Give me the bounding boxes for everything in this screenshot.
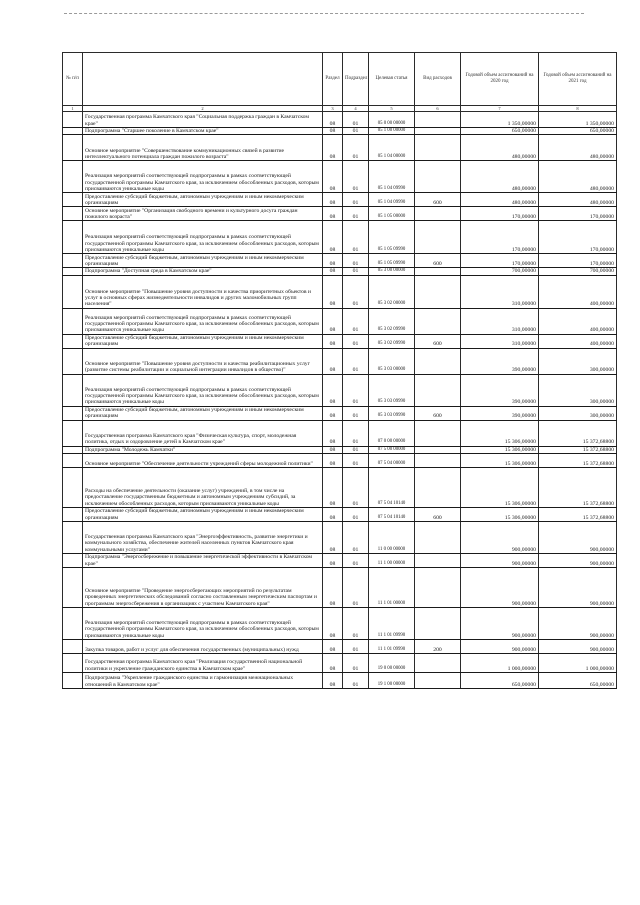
cell-number [63,508,83,522]
cell-podrazdel: 01 [343,161,369,193]
cell-razdel: 08 [323,406,343,420]
table-row [63,308,617,334]
cell-name: Расходы на обеспечение деятельности (оказание услуг) учреждений, в том числе на предоставление государственным бюджетным и автономным учреждениям субсидий, за исключением обособленных расходов, которым присваиваются уникальные коды [83,468,323,508]
cell-number [63,161,83,193]
table-row [63,568,617,608]
cell-target-article: 11 1 01 00000 [369,568,415,608]
cell-volume-2021: 650,00000 [539,673,617,689]
cell-volume-2021: 900,00000 [539,554,617,568]
cell-razdel: 08 [323,522,343,554]
cell-name: Основное мероприятие "Проведение энергосберегающих мероприятий по результатам проведенных энергетических обследований согласно составленным энергетическим паспортам и программам энергосбережения в организациях с участием Камчатского края" [83,568,323,608]
cell-number [63,608,83,640]
table-row [63,522,617,554]
column-number: 2 [83,106,323,112]
cell-volume-2020: 480,00000 [461,161,539,193]
cell-volume-2021: 400,00000 [539,275,617,308]
cell-name: Подпрограмма "Старшее поколение в Камчатском крае" [83,128,323,135]
cell-number [63,348,83,374]
cell-razdel: 08 [323,454,343,468]
table-row [63,112,617,128]
cell-podrazdel: 01 [343,135,369,161]
cell-podrazdel: 01 [343,522,369,554]
cell-target-article: 05 0 00 00000 [369,112,415,128]
cell-podrazdel: 01 [343,673,369,689]
cell-expense-type [415,128,461,135]
column-number: 7 [461,106,539,112]
cell-volume-2020: 390,00000 [461,406,539,420]
cell-number [63,406,83,420]
cell-number [63,128,83,135]
table-row [63,275,617,308]
cell-podrazdel: 01 [343,112,369,128]
table-row [63,420,617,446]
cell-name: Подпрограмма "Молодежь Камчатки" [83,446,323,453]
cell-expense-type [415,454,461,468]
cell-name: Предоставление субсидий бюджетным, автономным учреждениям и иным некоммерческим организациям [83,254,323,268]
cell-razdel: 08 [323,308,343,334]
cell-target-article: 05 1 05 09990 [369,254,415,268]
cell-volume-2020: 310,00000 [461,308,539,334]
cell-razdel: 08 [323,207,343,221]
cell-volume-2021: 170,00000 [539,221,617,254]
cell-target-article: 11 1 01 09990 [369,640,415,654]
cell-target-article: 07 0 00 00000 [369,420,415,446]
cell-expense-type [415,221,461,254]
cell-name: Реализация мероприятий соответствующей подпрограммы в рамках соответствующей государственной программы Камчатского края, за исключением обособленных расходов, которым присваиваются уникальные коды [83,374,323,406]
cell-volume-2020: 170,00000 [461,254,539,268]
cell-target-article: 05 1 04 09990 [369,161,415,193]
cell-volume-2020: 480,00000 [461,135,539,161]
cell-podrazdel: 01 [343,420,369,446]
table-row [63,454,617,468]
table-body [63,112,617,689]
cell-expense-type [415,268,461,275]
cell-razdel: 08 [323,608,343,640]
cell-podrazdel: 01 [343,268,369,275]
table-row [63,207,617,221]
cell-podrazdel: 01 [343,608,369,640]
cell-name: Реализация мероприятий соответствующей подпрограммы в рамках соответствующей государственной программы Камчатского края, за исключением обособленных расходов, которым присваиваются уникальные коды [83,161,323,193]
cell-volume-2020: 650,00000 [461,128,539,135]
table-row [63,406,617,420]
header-name [83,53,323,106]
cell-name: Предоставление субсидий бюджетным, автономным учреждениям и иным некоммерческим организациям [83,334,323,348]
cell-razdel: 08 [323,112,343,128]
cell-target-article: 05 1 05 09990 [369,221,415,254]
cell-podrazdel: 01 [343,568,369,608]
cell-razdel: 08 [323,254,343,268]
cell-target-article: 05 3 00 00000 [369,268,415,275]
cell-volume-2020: 15 306,00000 [461,420,539,446]
cell-volume-2020: 1 000,00000 [461,654,539,673]
cell-podrazdel: 01 [343,554,369,568]
column-number: 5 [369,106,415,112]
cell-razdel: 08 [323,420,343,446]
cell-name: Подпрограмма "Доступная среда в Камчатском крае" [83,268,323,275]
cell-volume-2020: 390,00000 [461,348,539,374]
cell-target-article: 11 0 00 00000 [369,522,415,554]
cell-podrazdel: 01 [343,254,369,268]
header-razdel: Раздел [323,53,343,106]
cell-target-article: 05 3 02 09990 [369,308,415,334]
column-number: 1 [63,106,83,112]
cell-number [63,640,83,654]
cell-podrazdel: 01 [343,128,369,135]
cell-name: Основное мероприятие "Повышение уровня доступности и качества приоритетных объектов и услуг в основных сферах жизнедеятельности инвалидов и других маломобильных групп населения" [83,275,323,308]
column-number: 3 [323,106,343,112]
cell-expense-type [415,207,461,221]
cell-name: Государственная программа Камчатского края "Реализация государственной национальной политики и укрепление гражданского единства в Камчатском крае" [83,654,323,673]
cell-target-article: 11 1 01 09990 [369,608,415,640]
header-row [63,53,617,106]
header-number: № п/п [63,53,83,106]
cell-number [63,207,83,221]
cell-number [63,468,83,508]
cell-target-article: 19 1 00 00000 [369,673,415,689]
cell-podrazdel: 01 [343,446,369,453]
table-row [63,608,617,640]
header-volume-2020: Годовой объем ассигнований на 2020 год [461,53,539,106]
cell-volume-2020: 650,00000 [461,673,539,689]
cell-target-article: 05 3 03 09990 [369,406,415,420]
cell-expense-type [415,135,461,161]
cell-expense-type [415,161,461,193]
cell-number [63,308,83,334]
cell-expense-type: 600 [415,334,461,348]
table-row [63,374,617,406]
cell-expense-type [415,568,461,608]
cell-razdel: 08 [323,193,343,207]
header-expense-type: Вид расходов [415,53,461,106]
header-volume-2021: Годовой объем ассигнований на 2021 год [539,53,617,106]
cell-expense-type [415,308,461,334]
cell-volume-2020: 15 306,00000 [461,468,539,508]
table-row [63,193,617,207]
cell-podrazdel: 01 [343,207,369,221]
cell-expense-type [415,348,461,374]
cell-razdel: 08 [323,135,343,161]
cell-target-article: 07 5 04 10140 [369,468,415,508]
cell-number [63,454,83,468]
cell-expense-type [415,522,461,554]
cell-volume-2021: 650,00000 [539,128,617,135]
cell-name: Предоставление субсидий бюджетным, автономным учреждениям и иным некоммерческим организациям [83,193,323,207]
table-row [63,654,617,673]
cell-number [63,554,83,568]
cell-name: Предоставление субсидий бюджетным, автономным учреждениям и иным некоммерческим организациям [83,508,323,522]
cell-volume-2021: 300,00000 [539,406,617,420]
cell-number [63,268,83,275]
cell-expense-type [415,374,461,406]
cell-podrazdel: 01 [343,654,369,673]
cell-number [63,654,83,673]
cell-razdel: 08 [323,508,343,522]
cell-volume-2021: 900,00000 [539,568,617,608]
cell-podrazdel: 01 [343,221,369,254]
cell-podrazdel: 01 [343,454,369,468]
column-number: 8 [539,106,617,112]
cell-number [63,275,83,308]
cell-volume-2020: 310,00000 [461,275,539,308]
cell-expense-type: 600 [415,193,461,207]
cell-podrazdel: 01 [343,334,369,348]
cell-razdel: 08 [323,374,343,406]
budget-allocation-table [62,52,617,689]
cell-number [63,112,83,128]
table-row [63,254,617,268]
cell-volume-2021: 1 350,00000 [539,112,617,128]
cell-target-article: 07 5 04 10140 [369,508,415,522]
cell-podrazdel: 01 [343,193,369,207]
table-row [63,554,617,568]
cell-volume-2021: 15 372,68800 [539,446,617,453]
cell-volume-2021: 170,00000 [539,207,617,221]
cell-expense-type [415,468,461,508]
cell-expense-type: 600 [415,508,461,522]
cell-target-article: 05 3 02 00000 [369,275,415,308]
cell-name: Реализация мероприятий соответствующей подпрограммы в рамках соответствующей государственной программы Камчатского края, за исключением обособленных расходов, которым присваиваются уникальные коды [83,608,323,640]
cell-podrazdel: 01 [343,640,369,654]
cell-name: Реализация мероприятий соответствующей подпрограммы в рамках соответствующей государственной программы Камчатского края, за исключением обособленных расходов, которым присваиваются уникальные коды [83,221,323,254]
cell-expense-type [415,112,461,128]
cell-volume-2021: 900,00000 [539,522,617,554]
table-row [63,508,617,522]
cell-expense-type: 200 [415,640,461,654]
cell-target-article: 05 1 05 00000 [369,207,415,221]
cell-name: Предоставление субсидий бюджетным, автономным учреждениям и иным некоммерческим организациям [83,406,323,420]
cell-volume-2020: 390,00000 [461,374,539,406]
cell-volume-2021: 15 372,68800 [539,468,617,508]
cell-number [63,221,83,254]
column-number: 6 [415,106,461,112]
cell-expense-type [415,275,461,308]
table-row [63,640,617,654]
table-row [63,268,617,275]
cell-target-article: 05 3 02 09990 [369,334,415,348]
cell-volume-2020: 1 350,00000 [461,112,539,128]
cell-expense-type: 600 [415,254,461,268]
cell-volume-2020: 900,00000 [461,608,539,640]
cell-number [63,193,83,207]
cell-razdel: 08 [323,568,343,608]
cell-razdel: 08 [323,554,343,568]
cell-number [63,135,83,161]
cell-number [63,334,83,348]
cell-name: Основное мероприятие "Повышение уровня доступности и качества реабилитационных услуг (развитие системы реабилитации и социальной интеграции инвалидов в общество)" [83,348,323,374]
cell-target-article: 05 3 03 00000 [369,348,415,374]
cell-volume-2020: 900,00000 [461,568,539,608]
cell-podrazdel: 01 [343,468,369,508]
cell-target-article: 05 3 03 09990 [369,374,415,406]
cell-volume-2020: 900,00000 [461,640,539,654]
cell-volume-2020: 170,00000 [461,207,539,221]
cell-podrazdel: 01 [343,374,369,406]
cell-expense-type [415,608,461,640]
table-row [63,446,617,453]
page-top-edge [64,13,584,14]
cell-razdel: 08 [323,275,343,308]
cell-razdel: 08 [323,654,343,673]
table-row [63,135,617,161]
cell-podrazdel: 01 [343,275,369,308]
cell-expense-type [415,420,461,446]
cell-number [63,420,83,446]
cell-razdel: 08 [323,221,343,254]
header-podrazdel: Подраздел [343,53,369,106]
cell-volume-2021: 480,00000 [539,193,617,207]
table-row [63,348,617,374]
cell-name: Государственная программа Камчатского края "Энергоэффективность, развитие энергетики и коммунального хозяйства, обеспечение жителей населенных пунктов Камчатского края коммунальными услугами" [83,522,323,554]
cell-volume-2020: 310,00000 [461,334,539,348]
cell-volume-2021: 15 372,68800 [539,508,617,522]
cell-name: Подпрограмма "Укрепление гражданского единства и гармонизация межнациональных отношений в Камчатском крае" [83,673,323,689]
cell-volume-2021: 170,00000 [539,254,617,268]
cell-name: Основное мероприятие "Обеспечение деятельности учреждений сферы молодежной политики" [83,454,323,468]
cell-number [63,254,83,268]
cell-target-article: 11 1 00 00000 [369,554,415,568]
cell-volume-2021: 1 000,00000 [539,654,617,673]
cell-number [63,374,83,406]
cell-volume-2020: 15 306,00000 [461,508,539,522]
cell-expense-type [415,554,461,568]
cell-razdel: 08 [323,268,343,275]
cell-volume-2021: 900,00000 [539,640,617,654]
cell-number [63,522,83,554]
cell-volume-2021: 700,00000 [539,268,617,275]
table-row [63,128,617,135]
cell-volume-2020: 170,00000 [461,221,539,254]
cell-volume-2020: 700,00000 [461,268,539,275]
cell-number [63,568,83,608]
table-row [63,673,617,689]
cell-podrazdel: 01 [343,406,369,420]
cell-razdel: 08 [323,640,343,654]
cell-number [63,673,83,689]
cell-razdel: 08 [323,334,343,348]
cell-volume-2021: 15 372,68800 [539,420,617,446]
cell-volume-2021: 300,00000 [539,374,617,406]
cell-name: Государственная программа Камчатского края "Физическая культура, спорт, молодежная политика, отдых и оздоровление детей в Камчатском крае" [83,420,323,446]
cell-target-article: 19 0 00 00000 [369,654,415,673]
cell-target-article: 07 5 00 00000 [369,446,415,453]
cell-volume-2020: 15 306,00000 [461,446,539,453]
cell-volume-2020: 900,00000 [461,522,539,554]
cell-volume-2021: 480,00000 [539,161,617,193]
cell-name: Основное мероприятие "Организация свободного времени и культурного досуга граждан пожилого возраста" [83,207,323,221]
cell-podrazdel: 01 [343,308,369,334]
cell-volume-2020: 900,00000 [461,554,539,568]
cell-razdel: 08 [323,468,343,508]
cell-volume-2021: 400,00000 [539,308,617,334]
cell-razdel: 08 [323,673,343,689]
cell-volume-2021: 15 372,68800 [539,454,617,468]
cell-number [63,446,83,453]
cell-expense-type [415,446,461,453]
cell-target-article: 05 1 00 00000 [369,128,415,135]
cell-podrazdel: 01 [343,508,369,522]
cell-razdel: 08 [323,128,343,135]
cell-podrazdel: 01 [343,348,369,374]
header-target-article: Целевая статья [369,53,415,106]
cell-razdel: 08 [323,161,343,193]
table-row [63,161,617,193]
cell-volume-2021: 480,00000 [539,135,617,161]
cell-target-article: 07 5 04 00000 [369,454,415,468]
table-row [63,334,617,348]
cell-name: Закупка товаров, работ и услуг для обеспечения государственных (муниципальных) нужд [83,640,323,654]
cell-expense-type: 600 [415,406,461,420]
cell-name: Основное мероприятие "Совершенствование коммуникационных связей в развитие интеллектуального потенциала граждан пожилого возраста" [83,135,323,161]
cell-expense-type [415,673,461,689]
cell-name: Реализация мероприятий соответствующей подпрограммы в рамках соответствующей государственной программы Камчатского края, за исключением обособленных расходов, которым присваиваются уникальные коды [83,308,323,334]
cell-name: Государственная программа Камчатского края "Социальная поддержка граждан в Камчатском крае" [83,112,323,128]
table-row [63,468,617,508]
cell-target-article: 05 1 04 00000 [369,135,415,161]
cell-volume-2021: 900,00000 [539,608,617,640]
cell-target-article: 05 1 04 09990 [369,193,415,207]
table-row [63,221,617,254]
cell-volume-2021: 400,00000 [539,334,617,348]
cell-volume-2020: 15 306,00000 [461,454,539,468]
cell-razdel: 08 [323,348,343,374]
cell-name: Подпрограмма "Энергосбережение и повышение энергетической эффективности в Камчатском крае" [83,554,323,568]
cell-expense-type [415,654,461,673]
cell-razdel: 08 [323,446,343,453]
column-number: 4 [343,106,369,112]
table-header [63,53,617,112]
cell-volume-2021: 300,00000 [539,348,617,374]
cell-volume-2020: 480,00000 [461,193,539,207]
